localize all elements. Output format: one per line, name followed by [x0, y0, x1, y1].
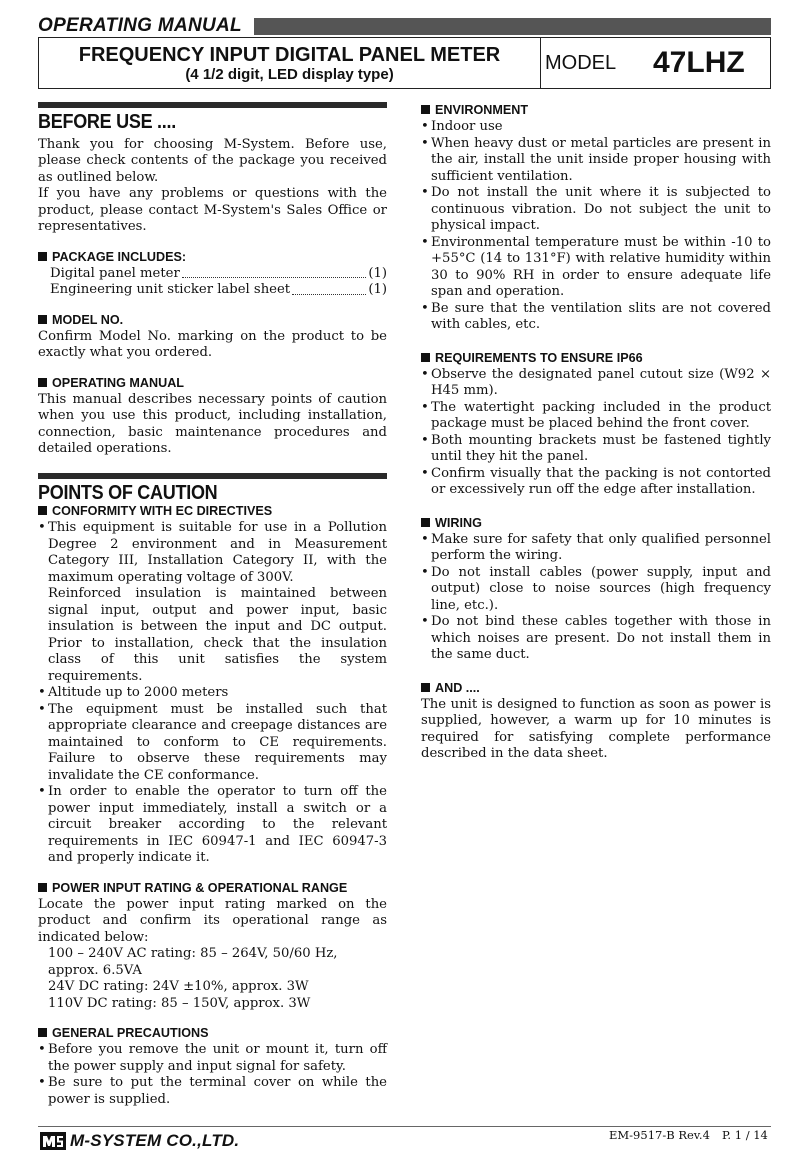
square-bullet-icon — [38, 883, 47, 892]
before-use-heading: BEFORE USE .... — [38, 111, 176, 133]
operating-manual-text: This manual describes necessary points of caution when you use this product, including installation, connection, basic maintenance procedures and detailed operations. — [38, 391, 387, 456]
page-number: P. 1 / 14 — [722, 1128, 768, 1142]
square-bullet-icon — [38, 506, 47, 515]
model-label: MODEL — [545, 52, 617, 74]
list-item: • Indoor use — [421, 119, 771, 136]
wiring-list — [421, 532, 771, 664]
model-code: 47LHZ — [653, 46, 745, 79]
list-item: • Make sure for safety that only qualified personnel perform the wiring. — [421, 532, 771, 565]
list-item: • The watertight packing included in the product package must be placed behind the front cover. — [421, 400, 771, 433]
manual-header — [38, 14, 771, 36]
model-no-text: Confirm Model No. marking on the product to be exactly what you ordered. — [38, 328, 387, 360]
section-rule — [38, 473, 387, 479]
list-item: • Confirm visually that the packing is not contorted or excessively run off the edge after installation. — [421, 466, 771, 499]
square-bullet-icon — [38, 252, 47, 261]
ip66-heading: REQUIREMENTS TO ENSURE IP66 — [421, 350, 771, 366]
list-item: • The equipment must be installed such that appropriate clearance and creepage distances are maintained to conform to CE requirements. Failure to observe these requirements may invalidate the CE conformance. — [38, 702, 387, 785]
ec-directives-heading: CONFORMITY WITH EC DIRECTIVES — [38, 503, 387, 519]
list-item: • When heavy dust or metal particles are present in the air, install the unit inside proper housing with sufficient ventilation. — [421, 136, 771, 186]
list-item: • Do not install the unit where it is subjected to continuous vibration. Do not subject the unit to physical impact. — [421, 185, 771, 235]
list-item: • Do not install cables (power supply, input and output) close to noise sources (high frequency line, etc.). — [421, 565, 771, 615]
environment-list — [421, 119, 771, 334]
contact-text: If you have any problems or questions with the product, please contact M-System's Sales Office or representatives. — [38, 186, 387, 234]
square-bullet-icon — [38, 315, 47, 324]
square-bullet-icon — [38, 1028, 47, 1037]
and-text: The unit is designed to function as soon as power is supplied, however, a warm up for 10 minutes is required for satisfying complete performance described in the data sheet. — [421, 696, 771, 761]
title-box — [38, 37, 771, 89]
power-input-heading: POWER INPUT RATING & OPERATIONAL RANGE — [38, 880, 387, 896]
list-item: • Environmental temperature must be within -10 to +55°C (14 to 131°F) with relative humidity within 30 to 90% RH in order to ensure adequate life span and operation. — [421, 235, 771, 301]
list-item: • Both mounting brackets must be fastened tightly until they hit the panel. — [421, 433, 771, 466]
power-rating: 110V DC rating: 85 – 150V, approx. 3W — [48, 995, 311, 1011]
list-item: • In order to enable the operator to turn off the power input immediately, install a switch or a circuit breaker according to the relevant requirements in IEC 60947-1 and IEC 60947-3 and properly indicate it. — [38, 784, 387, 867]
package-item: Digital panel meter (1) — [50, 265, 387, 281]
title-divider — [540, 38, 541, 88]
list-item: • This equipment is suitable for use in a Pollution Degree 2 environment and in Measurement Category III, Installation Category II, with the maximum operating voltage of 300V. — [38, 520, 387, 586]
list-item: • Be sure that the ventilation slits are not covered with cables, etc. — [421, 301, 771, 334]
m-system-logo-icon — [40, 1132, 66, 1150]
ec-list-2 — [38, 685, 387, 867]
ec-continuation: Reinforced insulation is maintained between signal input, output and power input, basic insulation is between the input and DC output. Prior to installation, check that the insulation class of this unit satisfies the system requirements. — [48, 586, 387, 684]
footer-rule — [38, 1126, 771, 1127]
square-bullet-icon — [421, 518, 430, 527]
square-bullet-icon — [421, 353, 430, 362]
general-precautions-heading: GENERAL PRECAUTIONS — [38, 1025, 387, 1041]
package-item: Engineering unit sticker label sheet (1) — [50, 282, 387, 297]
wiring-heading: WIRING — [421, 515, 771, 531]
product-subtitle: (4 1/2 digit, LED display type) — [185, 66, 394, 83]
header-bar — [254, 18, 771, 35]
ec-list — [38, 520, 387, 586]
power-input-text: Locate the power input rating marked on the product and confirm its operational range as indicated below: — [38, 896, 387, 945]
list-item: • Do not bind these cables together with those in which noises are present. Do not install them in the same duct. — [421, 614, 771, 664]
ip66-list — [421, 367, 771, 499]
list-item: • Be sure to put the terminal cover on while the power is supplied. — [38, 1075, 387, 1108]
right-column — [421, 102, 771, 763]
points-of-caution-heading: POINTS OF CAUTION — [38, 481, 218, 504]
square-bullet-icon — [421, 105, 430, 114]
package-heading: PACKAGE INCLUDES: — [38, 249, 387, 265]
power-rating: 24V DC rating: 24V ±10%, approx. 3W — [48, 979, 309, 994]
general-list — [38, 1042, 387, 1108]
section-rule — [38, 102, 387, 108]
square-bullet-icon — [421, 683, 430, 692]
left-column — [38, 102, 387, 1108]
operating-manual-heading: OPERATING MANUAL — [38, 375, 387, 391]
model-no-heading: MODEL NO. — [38, 312, 387, 328]
list-item: • Observe the designated panel cutout size (W92 × H45 mm). — [421, 367, 771, 400]
list-item: • Altitude up to 2000 meters — [38, 685, 387, 702]
company-name: M-SYSTEM CO.,LTD. — [70, 1131, 240, 1150]
environment-heading: ENVIRONMENT — [421, 102, 771, 118]
product-title: FREQUENCY INPUT DIGITAL PANEL METER — [78, 44, 501, 66]
and-heading: AND .... — [421, 680, 771, 696]
document-number: EM-9517-B Rev.4 — [609, 1128, 710, 1142]
company-logo — [40, 1131, 239, 1151]
power-rating: 100 – 240V AC rating: 85 – 264V, 50/60 Hz, approx. 6.5VA — [48, 946, 338, 978]
manual-label: OPERATING MANUAL — [38, 15, 242, 36]
intro-text: Thank you for choosing M-System. Before use, please check contents of the package you received as outlined below. — [38, 136, 387, 185]
list-item: • Before you remove the unit or mount it, turn off the power supply and input signal for safety. — [38, 1042, 387, 1075]
square-bullet-icon — [38, 378, 47, 387]
